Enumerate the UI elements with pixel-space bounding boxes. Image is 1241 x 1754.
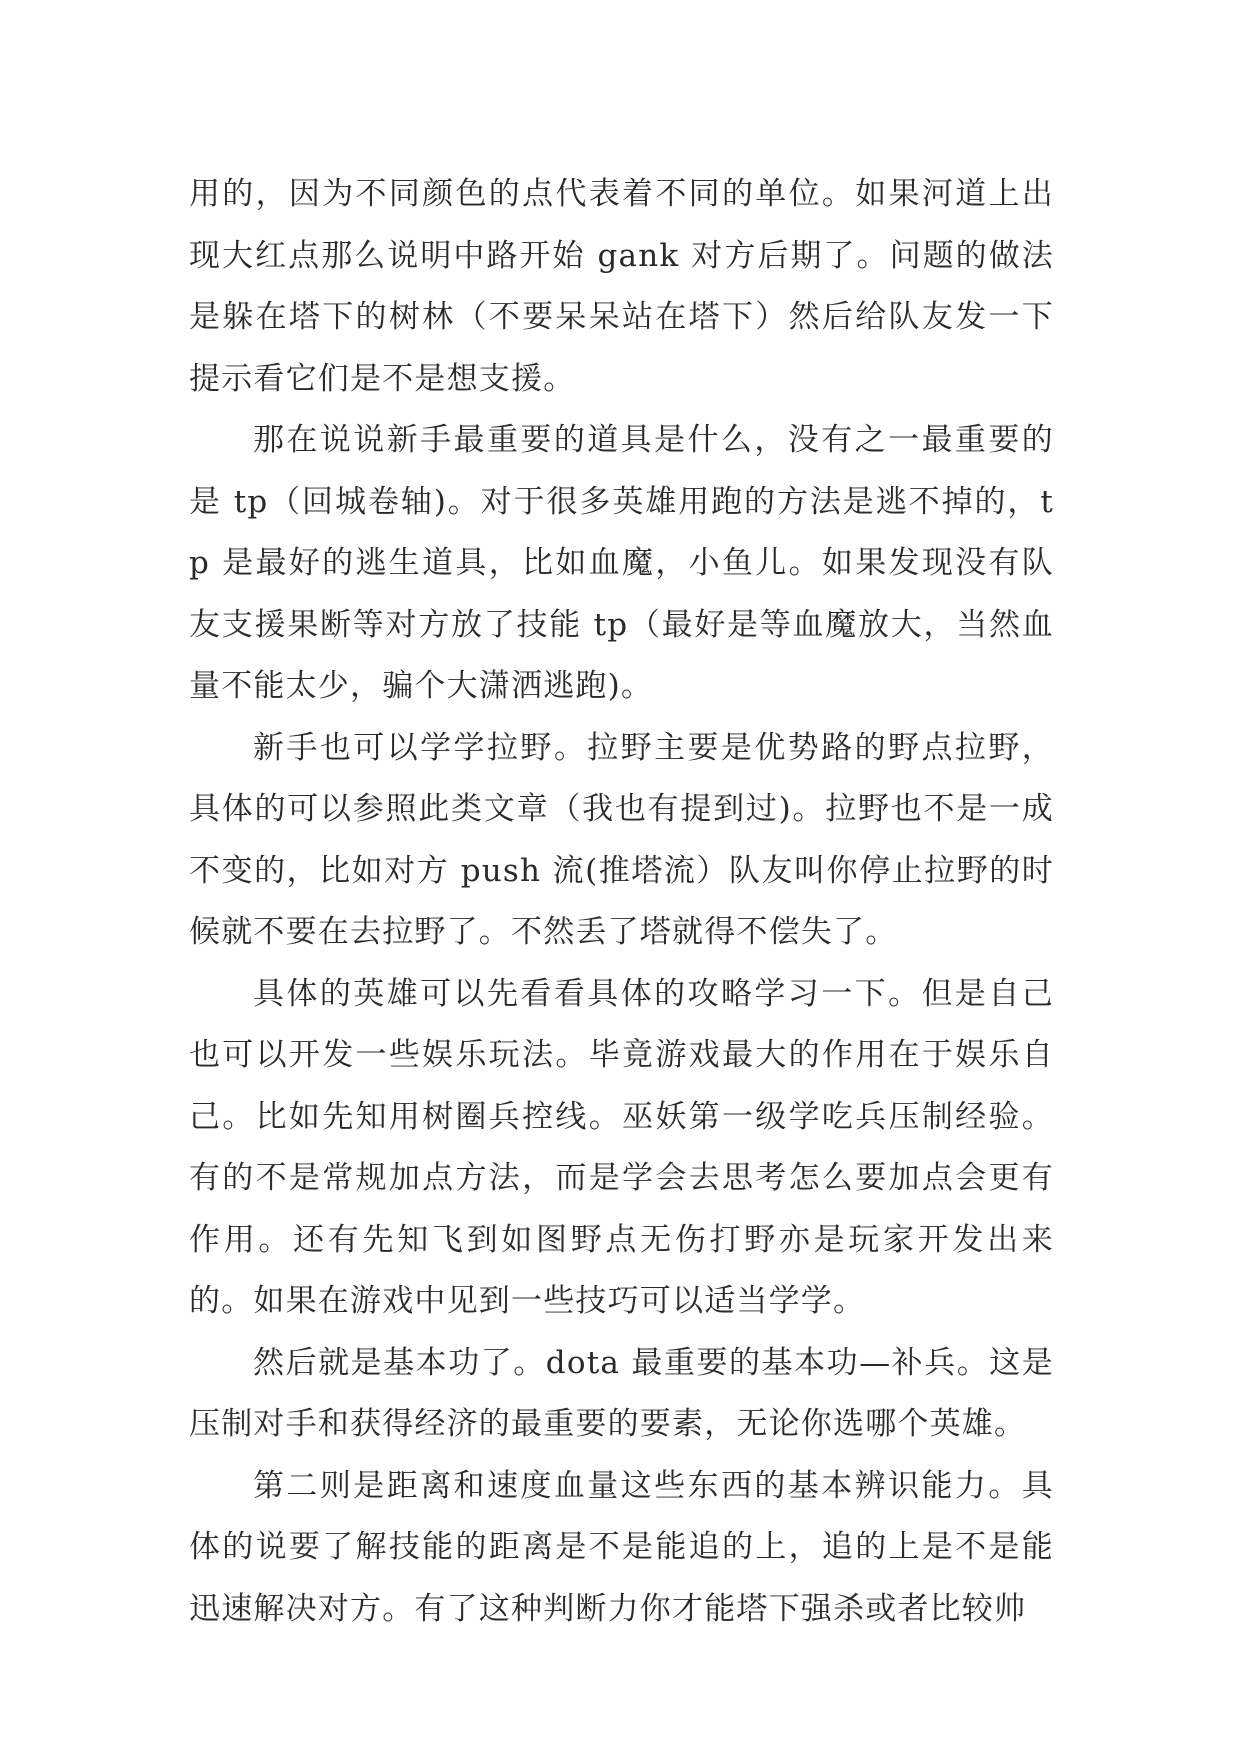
paragraph-2: 那在说说新手最重要的道具是什么，没有之一最重要的是 tp（回城卷轴)。对于很多英雄用跑的方法是逃不掉的，tp 是最好的逃生道具，比如血魔，小鱼儿。如果发现没有队友支援果断等对方放了技能 tp（最好是等血魔放大，当然血量不能太少，骗个大潇洒逃跑)。 [189, 422, 1054, 704]
paragraph-3: 新手也可以学学拉野。拉野主要是优势路的野点拉野，具体的可以参照此类文章（我也有提到过)。拉野也不是一成不变的，比如对方 push 流(推塔流）队友叫你停止拉野的时候就不要在去拉野了。不然丢了塔就得不偿失了。 [189, 729, 1054, 950]
document-body [189, 164, 1054, 1640]
paragraph-4: 具体的英雄可以先看看具体的攻略学习一下。但是自己也可以开发一些娱乐玩法。毕竟游戏最大的作用在于娱乐自己。比如先知用树圈兵控线。巫妖第一级学吃兵压制经验。有的不是常规加点方法，而是学会去思考怎么要加点会更有作用。还有先知飞到如图野点无伤打野亦是玩家开发出来的。如果在游戏中见到一些技巧可以适当学学。 [189, 975, 1054, 1319]
paragraph-5: 然后就是基本功了。dota 最重要的基本功—补兵。这是压制对手和获得经济的最重要的要素，无论你选哪个英雄。 [189, 1344, 1054, 1442]
paragraph-1: 用的，因为不同颜色的点代表着不同的单位。如果河道上出现大红点那么说明中路开始 gank 对方后期了。问题的做法是躲在塔下的树林（不要呆呆站在塔下）然后给队友发一下提示看它们是不是想支援。 [189, 176, 1054, 397]
paragraph-6: 第二则是距离和速度血量这些东西的基本辨识能力。具体的说要了解技能的距离是不是能追的上，追的上是不是能迅速解决对方。有了这种判断力你才能塔下强杀或者比较帅 [189, 1467, 1054, 1627]
